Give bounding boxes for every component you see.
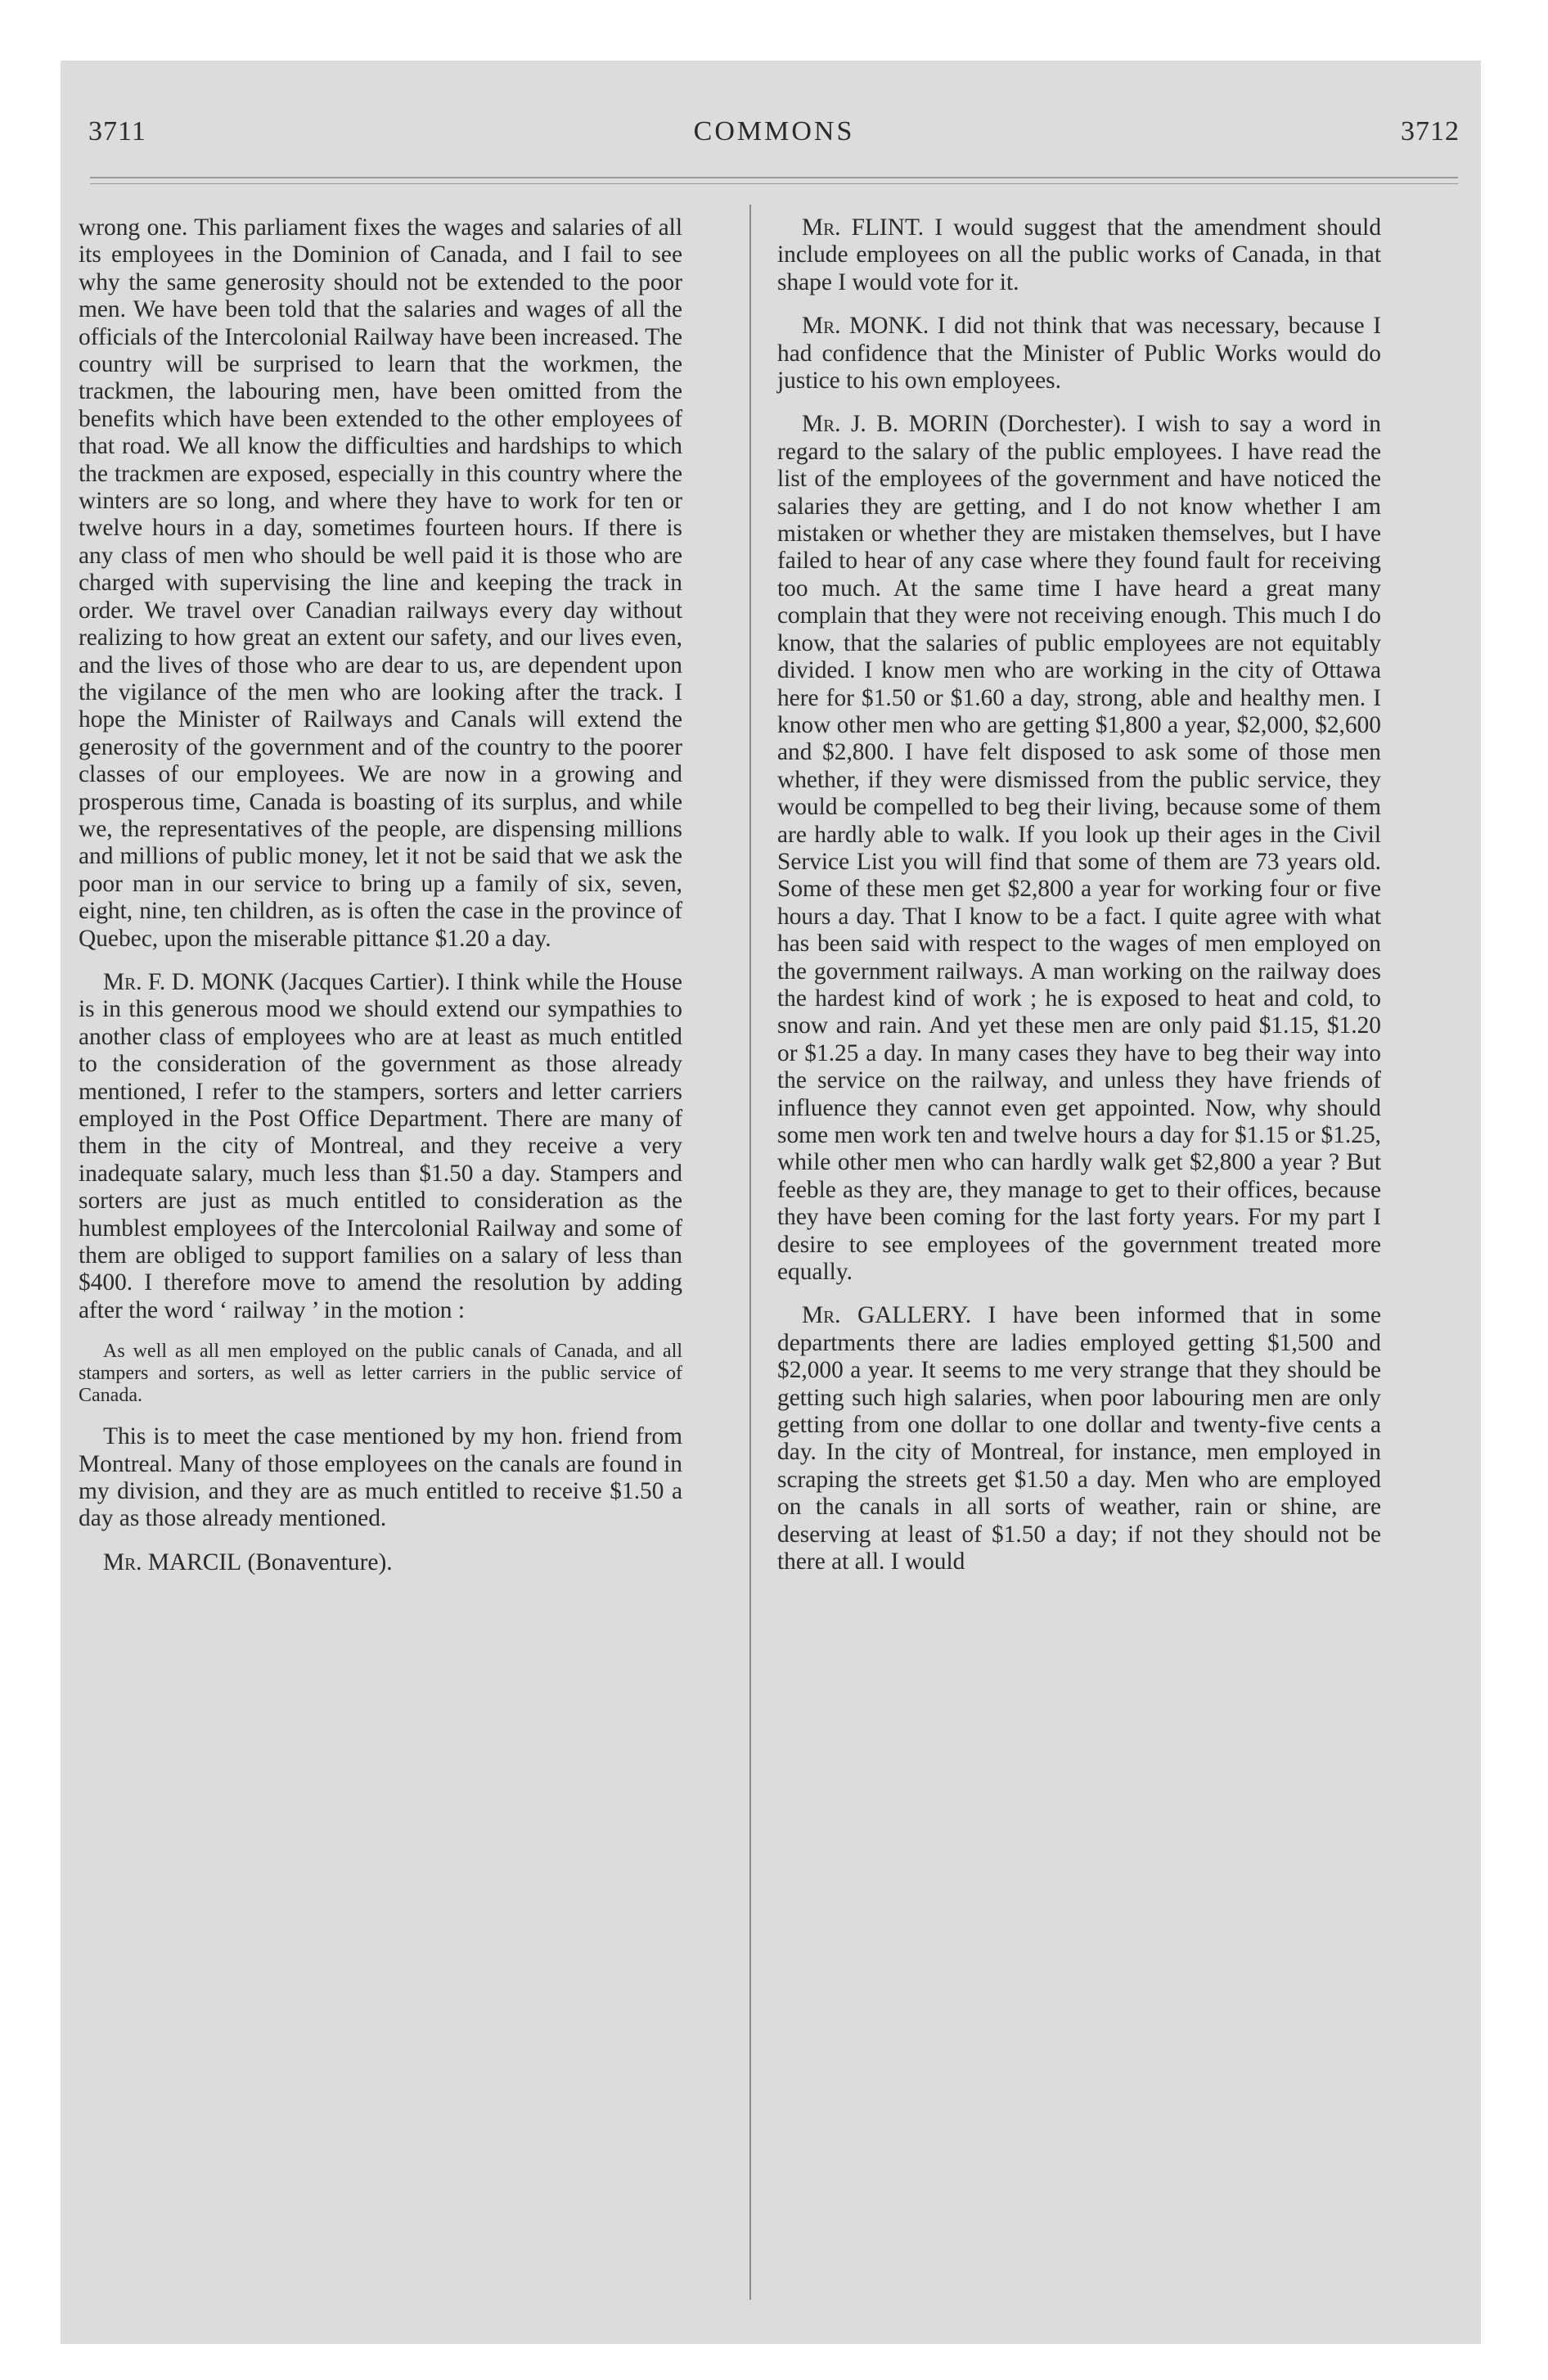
speech-morin xyxy=(777,411,1381,1286)
speaker-name: Mr. MONK. xyxy=(802,313,929,340)
speech-gallery xyxy=(777,1302,1381,1575)
paragraph: This is to meet the case mentioned by my hon. friend from Montreal. Many of those employees on the canals are found in my division, and they are as much entitled to receive $1.50 a day as those already mentioned. xyxy=(79,1423,682,1532)
speaker-name: Mr. GALLERY. xyxy=(802,1302,972,1329)
motion-quote: As well as all men employed on the public canals of Canada, and all stampers and sorters, as well as letter carriers in the public service of Canada. xyxy=(79,1341,682,1407)
speech-monk xyxy=(777,313,1381,394)
speaker-name: Mr. F. D. MONK xyxy=(103,968,275,995)
right-page-number: 3712 xyxy=(1401,116,1460,146)
page-header xyxy=(88,116,1460,165)
speaker-name: Mr. MARCIL xyxy=(103,1548,242,1575)
speech-text: I did not think that was necessary, because I had confidence that the Minister of Public Works would do justice to his own employees. xyxy=(777,313,1381,394)
speech-flint xyxy=(777,214,1381,296)
speech-monk xyxy=(79,969,682,1324)
left-column xyxy=(79,214,682,1576)
speech-text: I would suggest that the amendment should include employees on all the public works of Canada, in that shape I would vote for it. xyxy=(777,214,1382,295)
page-title: COMMONS xyxy=(693,116,855,146)
speaker-name: Mr. J. B. MORIN xyxy=(802,411,989,438)
speaker-name: Mr. FLINT. xyxy=(802,214,925,241)
speech-marcil xyxy=(79,1549,682,1576)
speech-text: (Jacques Cartier). I think while the House is in this generous mood we should extend our sympathies to another class of employees who are at least as much entitled to the consideration of the government as those already mentioned, I refer to the stampers, sorters and letter carriers employed in the Post Office Department. There are many of them in the city of Montreal, and they receive a very inadequate salary, much less than $1.50 a day. Stampers and sorters are just as much entitled to consideration as the humblest employees of the Intercolonial Railway and some of them are obliged to support families on a salary of less than $400. I therefore move to amend the resolution by adding after the word ‘ railway ’ in the motion : xyxy=(79,968,682,1323)
speech-text: (Bonaventure). xyxy=(241,1548,393,1575)
right-column xyxy=(777,214,1381,1576)
speech-text: I have been informed that in some departments there are ladies employed getting $1,500 and $2,000 a year. It seems to me very strange that they should be getting such high salaries, when poor labouring men are only getting from one dollar to one dollar and twenty-five cents a day. In the city of Montreal, for instance, men employed in scraping the streets get $1.50 a day. Men who are employed on the canals in all sorts of weather, rain or shine, are deserving at least of $1.50 a day; if not they should not be there at all. I would xyxy=(777,1302,1381,1575)
header-rule xyxy=(90,177,1458,178)
paragraph: wrong one. This parliament fixes the wages and salaries of all its employees in the Dominion of Canada, and I fail to see why the same generosity should not be extended to the poor men. We have been told that the salaries and wages of all the officials of the Intercolonial Railway have been increased. The country will be surprised to learn that the workmen, the trackmen, the labouring men, have been omitted from the benefits which have been extended to the other employees of that road. We all know the difficulties and hardships to which the trackmen are exposed, especially in this country where the winters are so long, and where they have to work for ten or twelve hours in a day, sometimes fourteen hours. If there is any class of men who should be well paid it is those who are charged with supervising the line and keeping the track in order. We travel over Canadian railways every day without realizing to how great an extent our safety, and our lives even, and the lives of those who are dear to us, are dependent upon the vigilance of the men who are looking after the track. I hope the Minister of Railways and Canals will extend the generosity of the government and of the country to the poorer classes of our employees. We are now in a growing and prosperous time, Canada is boasting of its surplus, and while we, the representatives of the people, are dispensing millions and millions of public money, let it not be said that we ask the poor man in our service to bring up a family of six, seven, eight, nine, ten children, as is often the case in the province of Quebec, upon the miserable pittance $1.20 a day. xyxy=(79,214,682,952)
column-divider xyxy=(749,205,751,2300)
left-page-number: 3711 xyxy=(88,116,146,146)
header-rule-thin xyxy=(90,183,1458,184)
speech-text: (Dorchester). I wish to say a word in regard to the salary of the public employees. I have read the list of the employees of the government and have noticed the salaries they are getting, and I do not know whether I am mistaken or whether they are mistaken themselves, but I have failed to hear of any case where they found fault for receiving too much. At the same time I have heard a great many complain that they were not receiving enough. This much I do know, that the salaries of public employees are not equitably divided. I know men who are working in the city of Ottawa here for $1.50 or $1.60 a day, strong, able and healthy men. I know other men who are getting $1,800 a year, $2,000, $2,600 and $2,800. I have felt disposed to ask some of those men whether, if they were dismissed from the public service, they would be compelled to beg their living, because some of them are hardly able to walk. If you look up their ages in the Civil Service List you will find that some of them are 73 years old. Some of these men get $2,800 a year for working four or five hours a day. That I know to be a fact. I quite agree with what has been said with respect to the wages of men employed on the government railways. A man working on the railway does the hardest kind of work ; he is exposed to heat and cold, to snow and rain. And yet these men are only paid $1.15, $1.20 or $1.25 a day. In many cases they have to beg their way into the service on the railway, and unless they have friends of influence they cannot even get appointed. Now, why should some men work ten and twelve hours a day for $1.15 or $1.25, while other men who can hardly walk get $2,800 a year ? But feeble as they are, they manage to get to their offices, because they have been coming for the last forty years. For my part I desire to see employees of the government treated more equally. xyxy=(777,411,1381,1286)
